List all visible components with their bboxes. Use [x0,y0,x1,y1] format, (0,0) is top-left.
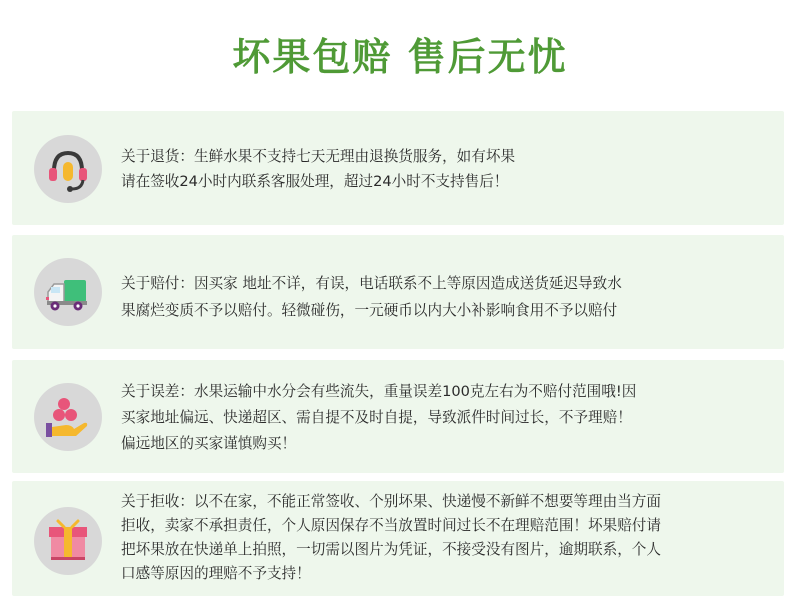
policy-line: 关于拒收：以不在家，不能正常签收、个别坏果、快递慢不新鲜不想要等理由当方面 [121,493,661,510]
policy-line: 请在签收24小时内联系客服处理，超过24小时不支持售后！ [121,173,509,190]
delivery-truck-icon [34,258,102,326]
package-box-icon [34,507,102,575]
headset-icon [34,135,102,203]
hand-with-fruit-icon [34,383,102,451]
policy-line: 关于退货：生鲜水果不支持七天无理由退换货服务，如有坏果 [121,148,516,165]
returns-policy-card [12,111,784,225]
returns-policy-text [121,144,772,194]
policy-line: 关于赔付：因买家 地址不详，有误，电话联系不上等原因造成送货延迟导致水 [121,275,622,292]
page-title: 坏果包赔 售后无忧 [232,35,568,79]
policy-line: 果腐烂变质不予以赔付。轻微碰伤，一元硬币以内大小补影响食用不予以赔付 [121,302,618,319]
policy-line: 买家地址偏远、快递超区、需自提不及时自提，导致派件时间过长，不予理赔！ [121,409,632,426]
compensation-policy-card [12,235,784,349]
refusal-policy-card [12,481,784,596]
policy-line: 口感等原因的理赔不予支持！ [121,565,311,582]
policy-line: 关于误差：水果运输中水分会有些流失，重量误差100克左右为不赔付范围哦!因 [121,383,637,400]
policy-line: 拒收，卖家不承担责任，个人原因保存不当放置时间过长不在理赔范围！坏果赔付请 [121,517,661,534]
refusal-policy-text [121,490,772,586]
policy-line: 把坏果放在快递单上拍照，一切需以图片为凭证，不接受没有图片，逾期联系，个人 [121,541,661,558]
weight-error-policy-card [12,360,784,473]
weight-error-policy-text [121,379,772,457]
compensation-policy-text [121,270,772,324]
policy-line: 偏远地区的买家谨慎购买！ [121,435,297,452]
